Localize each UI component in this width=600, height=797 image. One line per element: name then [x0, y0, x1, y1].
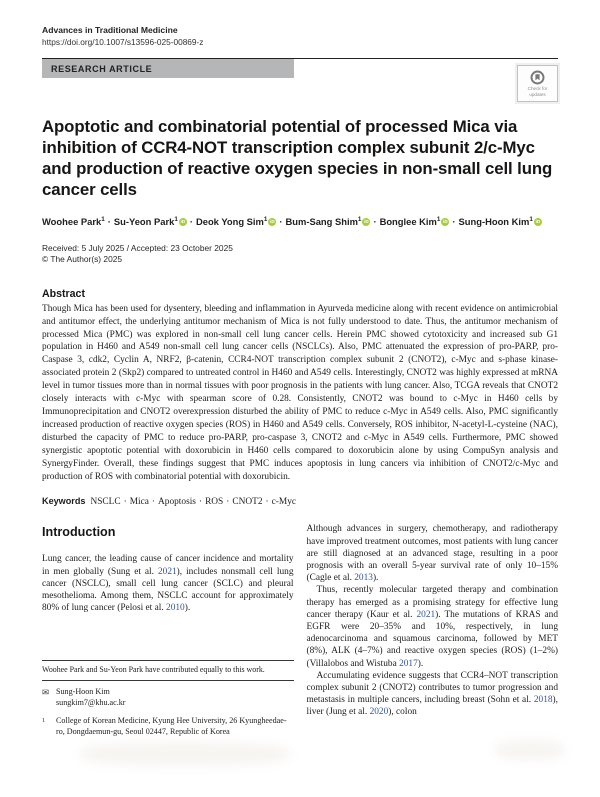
- orcid-icon[interactable]: iD: [364, 219, 369, 225]
- intro-paragraph: Accumulating evidence suggests that CCR4–NOT transcription complex subunit 2 (CNOT2) contributes to tumor progression and metastasis in multiple cancers, including breast (Sohn et al. 2018), liver (Jung et al. 2020), colon: [306, 670, 558, 718]
- intro-paragraph: Although advances in surgery, chemotherapy, and radiotherapy have improved treatment outcomes, most patients with lung cancer are still diagnosed at an advanced stage, resulting in a poor prognosis with an overall 5-year survival rate of only 10–15% (Cagle et al. 2013).: [306, 524, 558, 584]
- orcid-icon[interactable]: iD: [443, 219, 448, 225]
- banner-row: [42, 59, 558, 99]
- author: Bonglee Kim$^1$ iD: [379, 216, 448, 228]
- citation-link[interactable]: 2021: [416, 609, 436, 620]
- article-type-banner: [42, 59, 294, 78]
- body-columns: [42, 523, 558, 737]
- authors-line: [42, 213, 558, 228]
- received-accepted: Received: 5 July 2025 / Accepted: 23 October 2025: [42, 243, 233, 254]
- envelope-icon: ✉: [42, 687, 50, 698]
- citation-link[interactable]: 2010: [166, 603, 185, 614]
- citation-link[interactable]: 2021: [157, 566, 177, 577]
- author: Woohee Park$^1$: [42, 216, 105, 228]
- footnote-divider: [42, 680, 294, 681]
- intro-paragraph: Thus, recently molecular targeted therapy and combination therapy has emerged as a promising strategy for effective lung cancer therapy (Kaur et al. 2021). The mutations of KRAS and EGFR were 20–35% and 10%, respectively, in lung adenocarcinoma and squamous carcinoma, followed by MET (8%), ALK (4–7%) and reactive oxygen species (ROS) (1–2%) (Villalobos and Wistuba 2017).: [306, 585, 558, 669]
- corresponding-author: [56, 687, 126, 708]
- abstract-section: [42, 288, 558, 484]
- keyword: CNOT2: [232, 497, 263, 508]
- intro-paragraph: Lung cancer, the leading cause of cancer incidence and mortality in men globally (Sung et al. 2021), includes nonsmall cell lung cancer (NSCLC), small cell lung cancer (SCLC) and pleural mesothelioma. Among them, NSCLC account for approximately 80% of lung cancer (Pelosi et al. 2010).: [42, 554, 294, 614]
- corresponding-name: Sung-Hoon Kim: [56, 687, 110, 697]
- keyword: Mica: [129, 497, 149, 508]
- citation-link[interactable]: 2018: [533, 695, 553, 706]
- keyword-separator: ·: [265, 497, 269, 508]
- check-updates-icon: [530, 70, 545, 85]
- affiliation-block: [42, 716, 294, 737]
- keyword-separator: ·: [226, 497, 230, 508]
- faint-watermark: [495, 740, 565, 760]
- orcid-icon[interactable]: iD: [180, 219, 186, 225]
- introduction-heading: Introduction: [42, 525, 116, 540]
- citation-link[interactable]: 2013: [354, 573, 373, 584]
- keyword: ROS: [205, 497, 224, 508]
- author-separator: ·: [189, 216, 193, 228]
- corresponding-email[interactable]: sungkim7@khu.ac.kr: [56, 697, 126, 707]
- affiliation-text: College of Korean Medicine, Kyung Hee University, 26 Kyungheedae-ro, Dongdaemun-gu, Seoul 02447, Republic of Korea: [56, 716, 287, 736]
- journal-name: Advances in Traditional Medicine: [42, 25, 178, 35]
- article-type-label: RESEARCH ARTICLE: [51, 63, 153, 74]
- right-column: [307, 523, 559, 737]
- copyright-line: © The Author(s) 2025: [42, 253, 123, 264]
- keyword: Apoptosis: [158, 497, 196, 508]
- author-separator: ·: [107, 216, 111, 228]
- abstract-heading: Abstract: [42, 287, 85, 300]
- article-title: Apoptotic and combinatorial potential of processed Mica via inhibition of CCR4-NOT transcription complex subunit 2/c-Myc and production of reactive oxygen species in non-small cell lung cancer cells: [42, 117, 553, 199]
- abstract-text: Though Mica has been used for dysentery, bleeding and inflammation in Ayurveda medicine along with recent evidence on antimicrobial and antitumor effect, the underlying antitumor mechanism of Mica is not fully understood to date. Thus, the antitumor mechanism of processed Mica (PMC) was explored in non-small cell lung cancer cells. Herein PMC showed cytotoxicity and increased sub G1 population in H460 and A549 non-small cell lung cancer cells (NSCLCs). Also, PMC attenuated the expression of pro-PARP, pro-Caspase 3, cdk2, Cyclin A, NRF2, β-catenin, CCR4-NOT transcription complex subunit 2 (CNOT2), c-Myc and s-phase kinase-associated protein 2 (Skp2) compared to untreated control in H460 and A549 cells. Interestingly, CNOT2 was highly expressed at mRNA level in tumor tissues more than in normal tissues with poor prognosis in the patients with lung cancer. Also, TCGA reveals that CNOT2 closely interacts with c-Myc with spearman score of 0.28. Consistently, CNOT2 was bound to c-Myc in H460 cells by Immunoprecipitation and CNOT2 overexpression disturbed the ability of PMC to reduce c-Myc in A549 cells. Also, PMC significantly increased production of reactive oxygen species (ROS) in H460 and A549 cells. Conversely, ROS inhibitor, N-acetyl-L-cysteine (NAC), disturbed the capacity of PMC to reduce pro-PARP, pro-caspase 3, CNOT2 and c-Myc in A549 cells. Furthermore, PMC showed synergistic apoptotic potential with doxorubicin in H460 cells compared to doxorubicin alone by using CompuSyn analysis and SynergyFinder. Overall, these findings suggest that PMC induces apoptosis in lung cancers via inhibition of CNOT2/c-Myc and production of ROS with combinatorial potential with doxorubicin.: [42, 303, 558, 482]
- author: Su-Yeon Park$^1$ iD: [113, 216, 186, 228]
- affiliation-number: 1: [42, 718, 45, 725]
- keyword: c-Myc: [271, 497, 297, 508]
- left-column: [42, 523, 294, 737]
- orcid-icon[interactable]: iD: [270, 219, 275, 225]
- keywords-label: Keywords: [42, 496, 86, 507]
- orcid-icon[interactable]: iD: [535, 219, 541, 225]
- faint-watermark: [80, 742, 290, 766]
- check-updates-text: Check for updates: [527, 86, 548, 97]
- keyword-separator: ·: [123, 497, 127, 508]
- author-separator: ·: [373, 216, 377, 228]
- page-header: [42, 0, 558, 48]
- author-separator: ·: [279, 216, 283, 228]
- equal-contribution-note: Woohee Park and Su-Yeon Park have contributed equally to this work.: [42, 664, 265, 674]
- keyword-separator: ·: [198, 497, 203, 508]
- keyword: NSCLC: [90, 497, 121, 508]
- author: Deok Yong Sim$^1$ iD: [195, 216, 275, 228]
- citation-link[interactable]: 2020: [369, 707, 389, 718]
- author: Bum-Sang Shim$^1$ iD: [285, 216, 369, 228]
- check-for-updates-badge[interactable]: [517, 65, 558, 102]
- author-separator: ·: [452, 216, 456, 228]
- footnotes-block: [42, 660, 294, 738]
- author: Sung-Hoon Kim$^1$ iD: [458, 216, 541, 228]
- footnote-divider: [42, 660, 294, 661]
- keyword-separator: ·: [151, 497, 156, 508]
- doi-text: https://doi.org/10.1007/s13596-025-00869-z: [42, 37, 204, 47]
- dates-block: [42, 243, 558, 265]
- citation-link[interactable]: 2017: [399, 658, 418, 669]
- keywords-line: [42, 496, 558, 507]
- corresponding-author-block: [42, 687, 294, 708]
